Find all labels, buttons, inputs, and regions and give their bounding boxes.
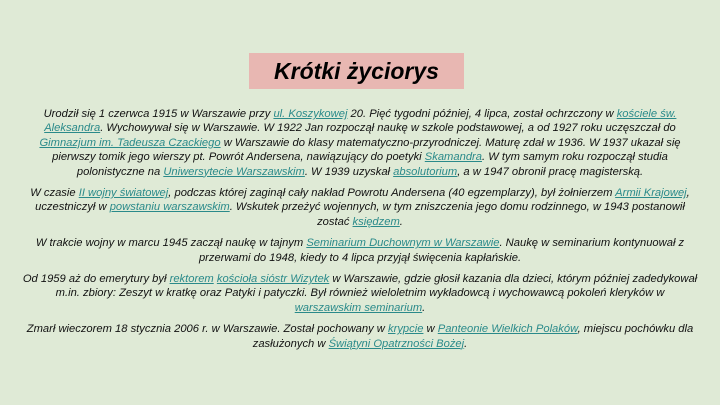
inline-link[interactable]: rektorem xyxy=(169,273,214,286)
text-run: Od 1959 aż do emerytury był xyxy=(22,273,170,286)
text-run: . W 1939 uzyskał xyxy=(304,165,394,178)
inline-link[interactable]: warszawskim seminarium xyxy=(294,301,423,314)
text-run: . xyxy=(464,337,468,350)
inline-link[interactable]: absolutorium xyxy=(393,165,458,178)
inline-link[interactable]: Panteonie Wielkich Polaków xyxy=(437,323,578,336)
paragraph-3 xyxy=(22,236,698,265)
inline-link[interactable]: Seminarium Duchownym w Warszawie xyxy=(306,237,500,250)
text-run: , a w 1947 obronił pracę magisterską. xyxy=(457,165,644,178)
inline-link[interactable]: powstaniu warszawskim xyxy=(109,201,230,214)
page-title: Krótki życiorys xyxy=(274,57,439,84)
paragraph-5 xyxy=(22,322,698,351)
inline-link[interactable]: księdzem xyxy=(352,215,400,228)
inline-link[interactable]: krypcie xyxy=(388,323,424,336)
text-run: w Warszawie do klasy matematyczno-przyrodniczej. Maturę zdał w 1936. W 1937 ukazał się pierwszy tomik jego wierszy pt. Powrót Andersena, nawiązujący do poetyki xyxy=(52,136,681,164)
biography-text xyxy=(22,107,698,358)
text-run: w Warszawie, gdzie głosił kazania dla dzieci, którym później zadedykował m.in. zbiory: Zeszyt w kratkę oraz Patyki i patyczki. Był również wieloletnim wykładowcą i wychowawcą pokoleń kleryków w xyxy=(55,273,698,300)
text-run: . xyxy=(399,215,403,228)
inline-link[interactable]: Armii Krajowej xyxy=(615,187,687,200)
paragraph-1 xyxy=(22,107,698,179)
text-run: . W tym samym roku rozpoczął studia polonistyczne na xyxy=(76,151,668,178)
inline-link[interactable]: II wojny światowej xyxy=(78,187,169,200)
inline-link[interactable]: Świątyni Opatrzności Bożej xyxy=(328,337,465,350)
text-run: . Naukę w seminarium kontynuował z przerwami do 1948, kiedy to 4 lipca przyjął święcenia kapłańskie. xyxy=(198,237,685,264)
inline-link[interactable]: Skamandra xyxy=(424,151,482,164)
inline-link[interactable]: ul. Koszykowej xyxy=(273,108,348,120)
paragraph-4 xyxy=(22,272,698,315)
inline-link[interactable]: Gimnazjum im. Tadeusza Czackiego xyxy=(39,136,221,149)
text-run: W czasie xyxy=(30,187,79,200)
text-run: . xyxy=(422,301,426,314)
text-run: . Wychowywał się w Warszawie. W 1922 Jan rozpoczął naukę w szkole podstawowej, a od 1927 roku uczęszczał do xyxy=(100,122,676,135)
text-run: W trakcie wojny w marcu 1945 zaczął naukę w tajnym xyxy=(35,237,307,250)
text-run: w xyxy=(423,323,438,336)
text-run: , podczas której zaginął cały nakład Powrotu Andersena (40 egzemplarzy), był żołnierzem xyxy=(168,187,616,200)
title-box xyxy=(249,53,464,89)
text-run: Zmarł wieczorem 18 stycznia 2006 r. w Warszawie. Został pochowany w xyxy=(26,323,388,336)
text-run: , uczestniczył w xyxy=(35,187,690,214)
text-run: Urodził się 1 czerwca 1915 w Warszawie przy xyxy=(43,108,274,120)
inline-link[interactable]: kościele św. Aleksandra xyxy=(44,108,677,135)
paragraph-2 xyxy=(22,186,698,229)
inline-link[interactable]: kościoła sióstr Wizytek xyxy=(216,273,330,286)
text-run: 20. Pięć tygodni później, 4 lipca, został ochrzczony w xyxy=(347,108,617,120)
text-run: , miejscu pochówku dla zasłużonych w xyxy=(252,323,694,350)
inline-link[interactable]: Uniwersytecie Warszawskim xyxy=(163,165,305,178)
text-run: . Wskutek przeżyć wojennych, w tym zniszczenia jego domu rodzinnego, w 1943 postanowił zostać xyxy=(229,201,685,228)
